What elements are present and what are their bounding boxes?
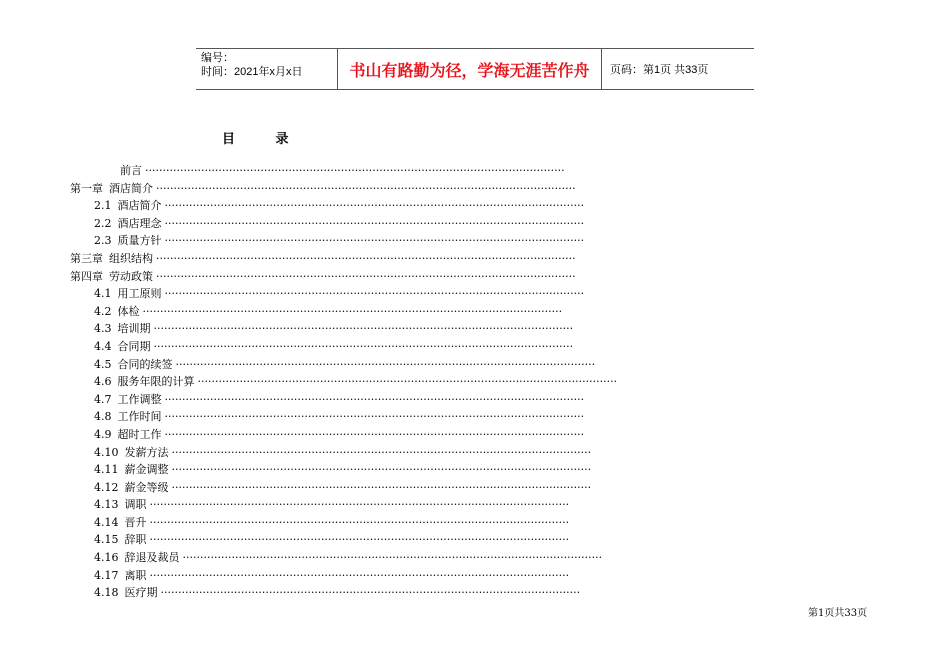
toc-entry[interactable] [70,549,603,567]
toc-entry-label: 酒店理念 [117,216,162,230]
number-label: 编号： [201,52,234,64]
toc-entry-label: 合同的续签 [117,357,173,371]
toc-entry-label: 组织结构 [109,251,153,265]
toc-entry-label: 体检 [117,304,140,318]
toc-entry[interactable] [70,514,570,532]
toc-entry[interactable] [70,180,576,198]
toc-entry[interactable] [70,444,592,462]
toc-entry-label: 劳动政策 [109,269,153,283]
toc-leader-dots: ························································································································ [149,515,570,529]
toc-entry-number: 4.7 [94,392,112,406]
toc-entry-number: 4.1 [94,287,112,301]
header-meta [196,49,338,89]
toc-leader-dots: ························································································································ [175,357,596,371]
toc-entry-label: 辞退及裁员 [124,551,180,565]
toc-entry[interactable] [70,232,585,250]
toc-entry-label: 用工原则 [117,287,162,301]
toc-leader-dots: ························································································································ [156,251,576,265]
toc-entry-label: 薪金调整 [124,463,169,477]
time-label: 时间：2021年x月x日 [201,66,303,78]
toc-entry-number: 4.12 [94,480,119,494]
toc-entry[interactable] [70,584,581,602]
toc-entry-number: 4.18 [94,586,119,600]
toc-entry[interactable] [70,162,565,180]
toc-leader-dots: ························································································································ [145,164,565,177]
toc-entry-label: 培训期 [117,322,151,336]
toc-leader-dots: ························································································································ [156,181,576,195]
toc-entry-number: 4.15 [94,533,119,547]
toc-entry[interactable] [70,303,563,321]
toc-entry-label: 酒店简介 [109,181,153,195]
toc-leader-dots: ························································································································ [171,480,592,494]
toc-entry-label: 工作调整 [117,392,162,406]
toc-leader-dots: ························································································································ [171,463,592,477]
toc-entry-label: 薪金等级 [124,480,169,494]
toc-entry[interactable] [70,426,585,444]
toc-leader-dots: ························································································································ [164,410,585,424]
toc-entry-number: 4.6 [94,375,112,389]
toc-entry[interactable] [70,320,574,338]
toc-entry-number: 第四章 [70,269,103,283]
toc-entry[interactable] [70,285,585,303]
toc-entry[interactable] [70,338,574,356]
toc-entry-label: 调职 [124,498,147,512]
toc-leader-dots: ························································································································ [164,392,585,406]
toc-entry-label: 合同期 [117,339,151,353]
toc-entry[interactable] [70,268,576,286]
toc-entry-number: 4.17 [94,568,119,582]
header-page-label: 页码：第1页 共33页 [610,64,709,76]
toc-entry[interactable] [70,391,585,409]
header-motto: 书山有路勤为径，学海无涯苦作舟 [338,49,602,89]
toc-leader-dots: ························································································································ [164,234,585,248]
footer-page-label: 第1页共33页 [808,608,868,619]
toc-entry-number: 2.2 [94,216,112,230]
toc-entry[interactable] [70,531,570,549]
toc-entry[interactable] [70,567,570,585]
toc-entry-label: 超时工作 [117,427,162,441]
toc-entry[interactable] [70,373,618,391]
toc-leader-dots: ························································································································ [149,533,570,547]
toc-leader-dots: ························································································································ [171,445,592,459]
toc-leader-dots: ························································································································ [164,216,585,230]
toc-entry-number: 第一章 [70,181,103,195]
toc-entry[interactable] [70,496,570,514]
toc-leader-dots: ························································································································ [142,304,563,318]
toc-entry[interactable] [70,479,592,497]
toc-entry-label: 质量方针 [117,234,162,248]
toc-entry-number: 2.3 [94,234,112,248]
toc-leader-dots: ························································································································ [156,269,576,283]
toc-leader-dots: ························································································································ [149,568,570,582]
toc-entry-label: 晋升 [124,515,147,529]
toc-entry-number: 4.5 [94,357,112,371]
toc-leader-dots: ························································································································ [149,498,570,512]
toc-entry[interactable] [70,461,592,479]
toc-entry-label: 医疗期 [124,586,158,600]
toc-entry[interactable] [70,250,576,268]
toc-leader-dots: ························································································································ [164,199,585,213]
toc-entry-number: 4.3 [94,322,112,336]
toc-entry-number: 4.4 [94,339,112,353]
toc-entry-number: 第三章 [70,251,103,265]
toc-entry-number: 4.11 [94,463,119,477]
toc-entry-number: 4.10 [94,445,119,459]
page-header [196,48,754,90]
toc-entry-number: 4.2 [94,304,112,318]
toc-entry-number: 4.9 [94,427,112,441]
toc-entry-number: 4.16 [94,551,119,565]
toc-leader-dots: ························································································································ [164,427,585,441]
toc-entry-label: 发薪方法 [124,445,169,459]
toc-entry-label: 离职 [124,568,147,582]
toc-entry-label: 工作时间 [117,410,162,424]
toc-entry-label: 辞职 [124,533,147,547]
toc-entry-label: 服务年限的计算 [117,375,195,389]
toc-leader-dots: ························································································································ [182,551,603,565]
toc-leader-dots: ························································································································ [160,586,581,600]
toc-title: 目 录 [222,132,307,147]
table-of-contents [70,162,618,602]
toc-leader-dots: ························································································································ [153,339,574,353]
toc-leader-dots: ························································································································ [153,322,574,336]
toc-entry-label: 酒店简介 [117,199,162,213]
toc-leader-dots: ························································································································ [197,375,618,389]
toc-entry[interactable] [70,197,585,215]
toc-entry[interactable] [70,356,596,374]
toc-entry-number: 4.8 [94,410,112,424]
toc-entry-number: 2.1 [94,199,112,213]
toc-leader-dots: ························································································································ [164,287,585,301]
toc-entry-number: 4.14 [94,515,119,529]
toc-entry[interactable] [70,408,585,426]
toc-entry[interactable] [70,215,585,233]
toc-entry-number: 4.13 [94,498,119,512]
toc-entry-label: 前言 [120,164,142,177]
